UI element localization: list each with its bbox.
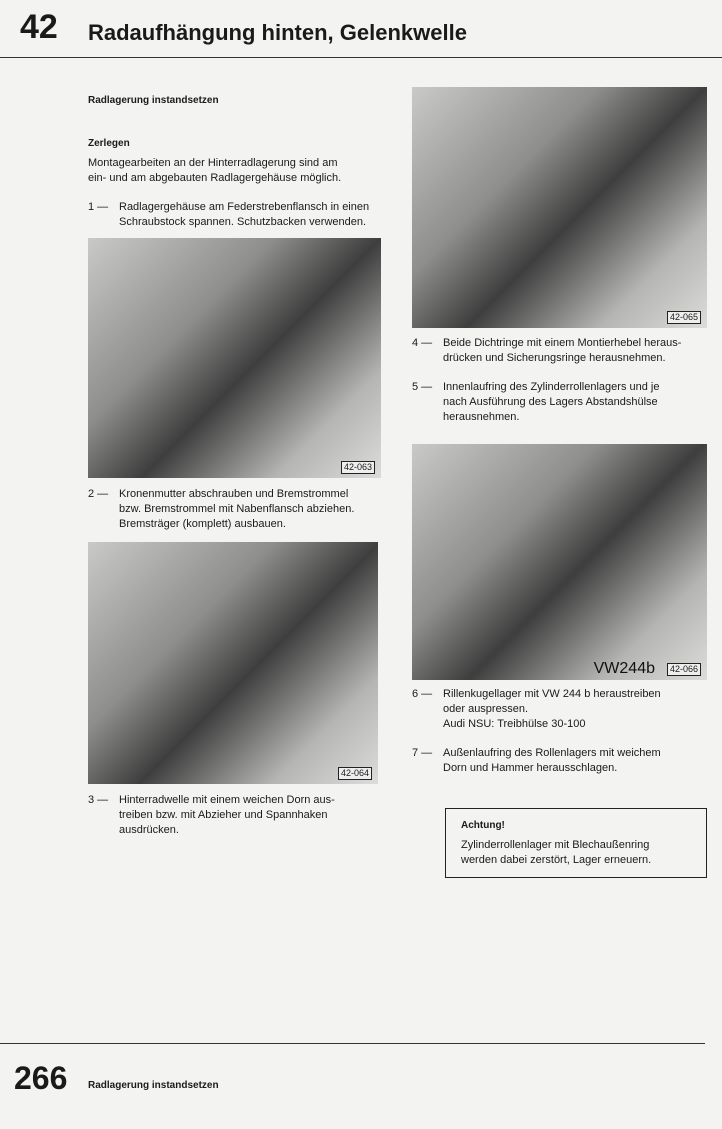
step-line: nach Ausführung des Lagers Abstandshülse (443, 396, 658, 408)
step-3 (88, 793, 398, 838)
intro-text (88, 156, 341, 186)
step-5 (412, 380, 722, 425)
step-4 (412, 336, 722, 366)
step-line: Hinterradwelle mit einem weichen Dorn aus- (119, 794, 335, 806)
step-number: 4 — (412, 337, 433, 349)
figure-label: 42-063 (341, 461, 375, 474)
step-1 (88, 200, 398, 230)
step-line: bzw. Bremstrommel mit Nabenflansch abziehen. (119, 503, 355, 515)
tool-label: VW244b (593, 660, 655, 677)
warning-title: Achtung! (461, 820, 505, 831)
figure-42-066 (412, 444, 707, 680)
step-line: Rillenkugellager mit VW 244 b heraustreiben (443, 688, 661, 700)
step-line: oder auspressen. (443, 703, 528, 715)
chapter-number: 42 (20, 8, 58, 46)
step-line: herausnehmen. (443, 411, 520, 423)
footer-divider (0, 1043, 705, 1044)
subsection-title: Zerlegen (88, 138, 130, 149)
step-line: Dorn und Hammer herausschlagen. (443, 762, 618, 774)
figure-label: 42-065 (667, 311, 701, 324)
figure-42-064 (88, 542, 378, 784)
step-line: drücken und Sicherungsringe herausnehmen. (443, 352, 666, 364)
footer-text: Radlagerung instandsetzen (88, 1080, 219, 1091)
step-line: Radlagergehäuse am Federstrebenflansch in einen (119, 201, 370, 213)
figure-42-065 (412, 87, 707, 328)
step-number: 7 — (412, 747, 433, 759)
warning-line: Zylinderrollenlager mit Blechaußenring (461, 839, 650, 851)
step-line: Außenlaufring des Rollenlagers mit weichem (443, 747, 661, 759)
step-line: Audi NSU: Treibhülse 30-100 (443, 718, 586, 730)
step-number: 2 — (88, 488, 109, 500)
intro-line: ein- und am abgebauten Radlagergehäuse möglich. (88, 172, 342, 184)
step-number: 3 — (88, 794, 109, 806)
step-number: 1 — (88, 201, 109, 213)
step-line: Schraubstock spannen. Schutzbacken verwenden. (119, 216, 367, 228)
header-divider (0, 57, 722, 58)
page-title: Radaufhängung hinten, Gelenkwelle (88, 20, 467, 45)
figure-42-063 (88, 238, 381, 478)
warning-text (461, 838, 706, 868)
step-6 (412, 687, 722, 732)
step-7 (412, 746, 722, 776)
figure-label: 42-064 (338, 767, 372, 780)
warning-box (445, 808, 707, 878)
section-title: Radlagerung instandsetzen (88, 95, 219, 106)
step-2 (88, 487, 398, 532)
intro-line: Montagearbeiten an der Hinterradlagerung sind am (88, 157, 338, 169)
warning-line: werden dabei zerstört, Lager erneuern. (461, 854, 652, 866)
step-line: Kronenmutter abschrauben und Bremstrommel (119, 488, 349, 500)
step-line: Beide Dichtringe mit einem Montierhebel heraus- (443, 337, 682, 349)
step-number: 5 — (412, 381, 433, 393)
page-number: 266 (14, 1060, 68, 1096)
step-number: 6 — (412, 688, 433, 700)
figure-label: 42-066 (667, 663, 701, 676)
step-line: treiben bzw. mit Abzieher und Spannhaken (119, 809, 328, 821)
step-line: Innenlaufring des Zylinderrollenlagers und je (443, 381, 660, 393)
step-line: ausdrücken. (119, 824, 179, 836)
step-line: Bremsträger (komplett) ausbauen. (119, 518, 286, 530)
